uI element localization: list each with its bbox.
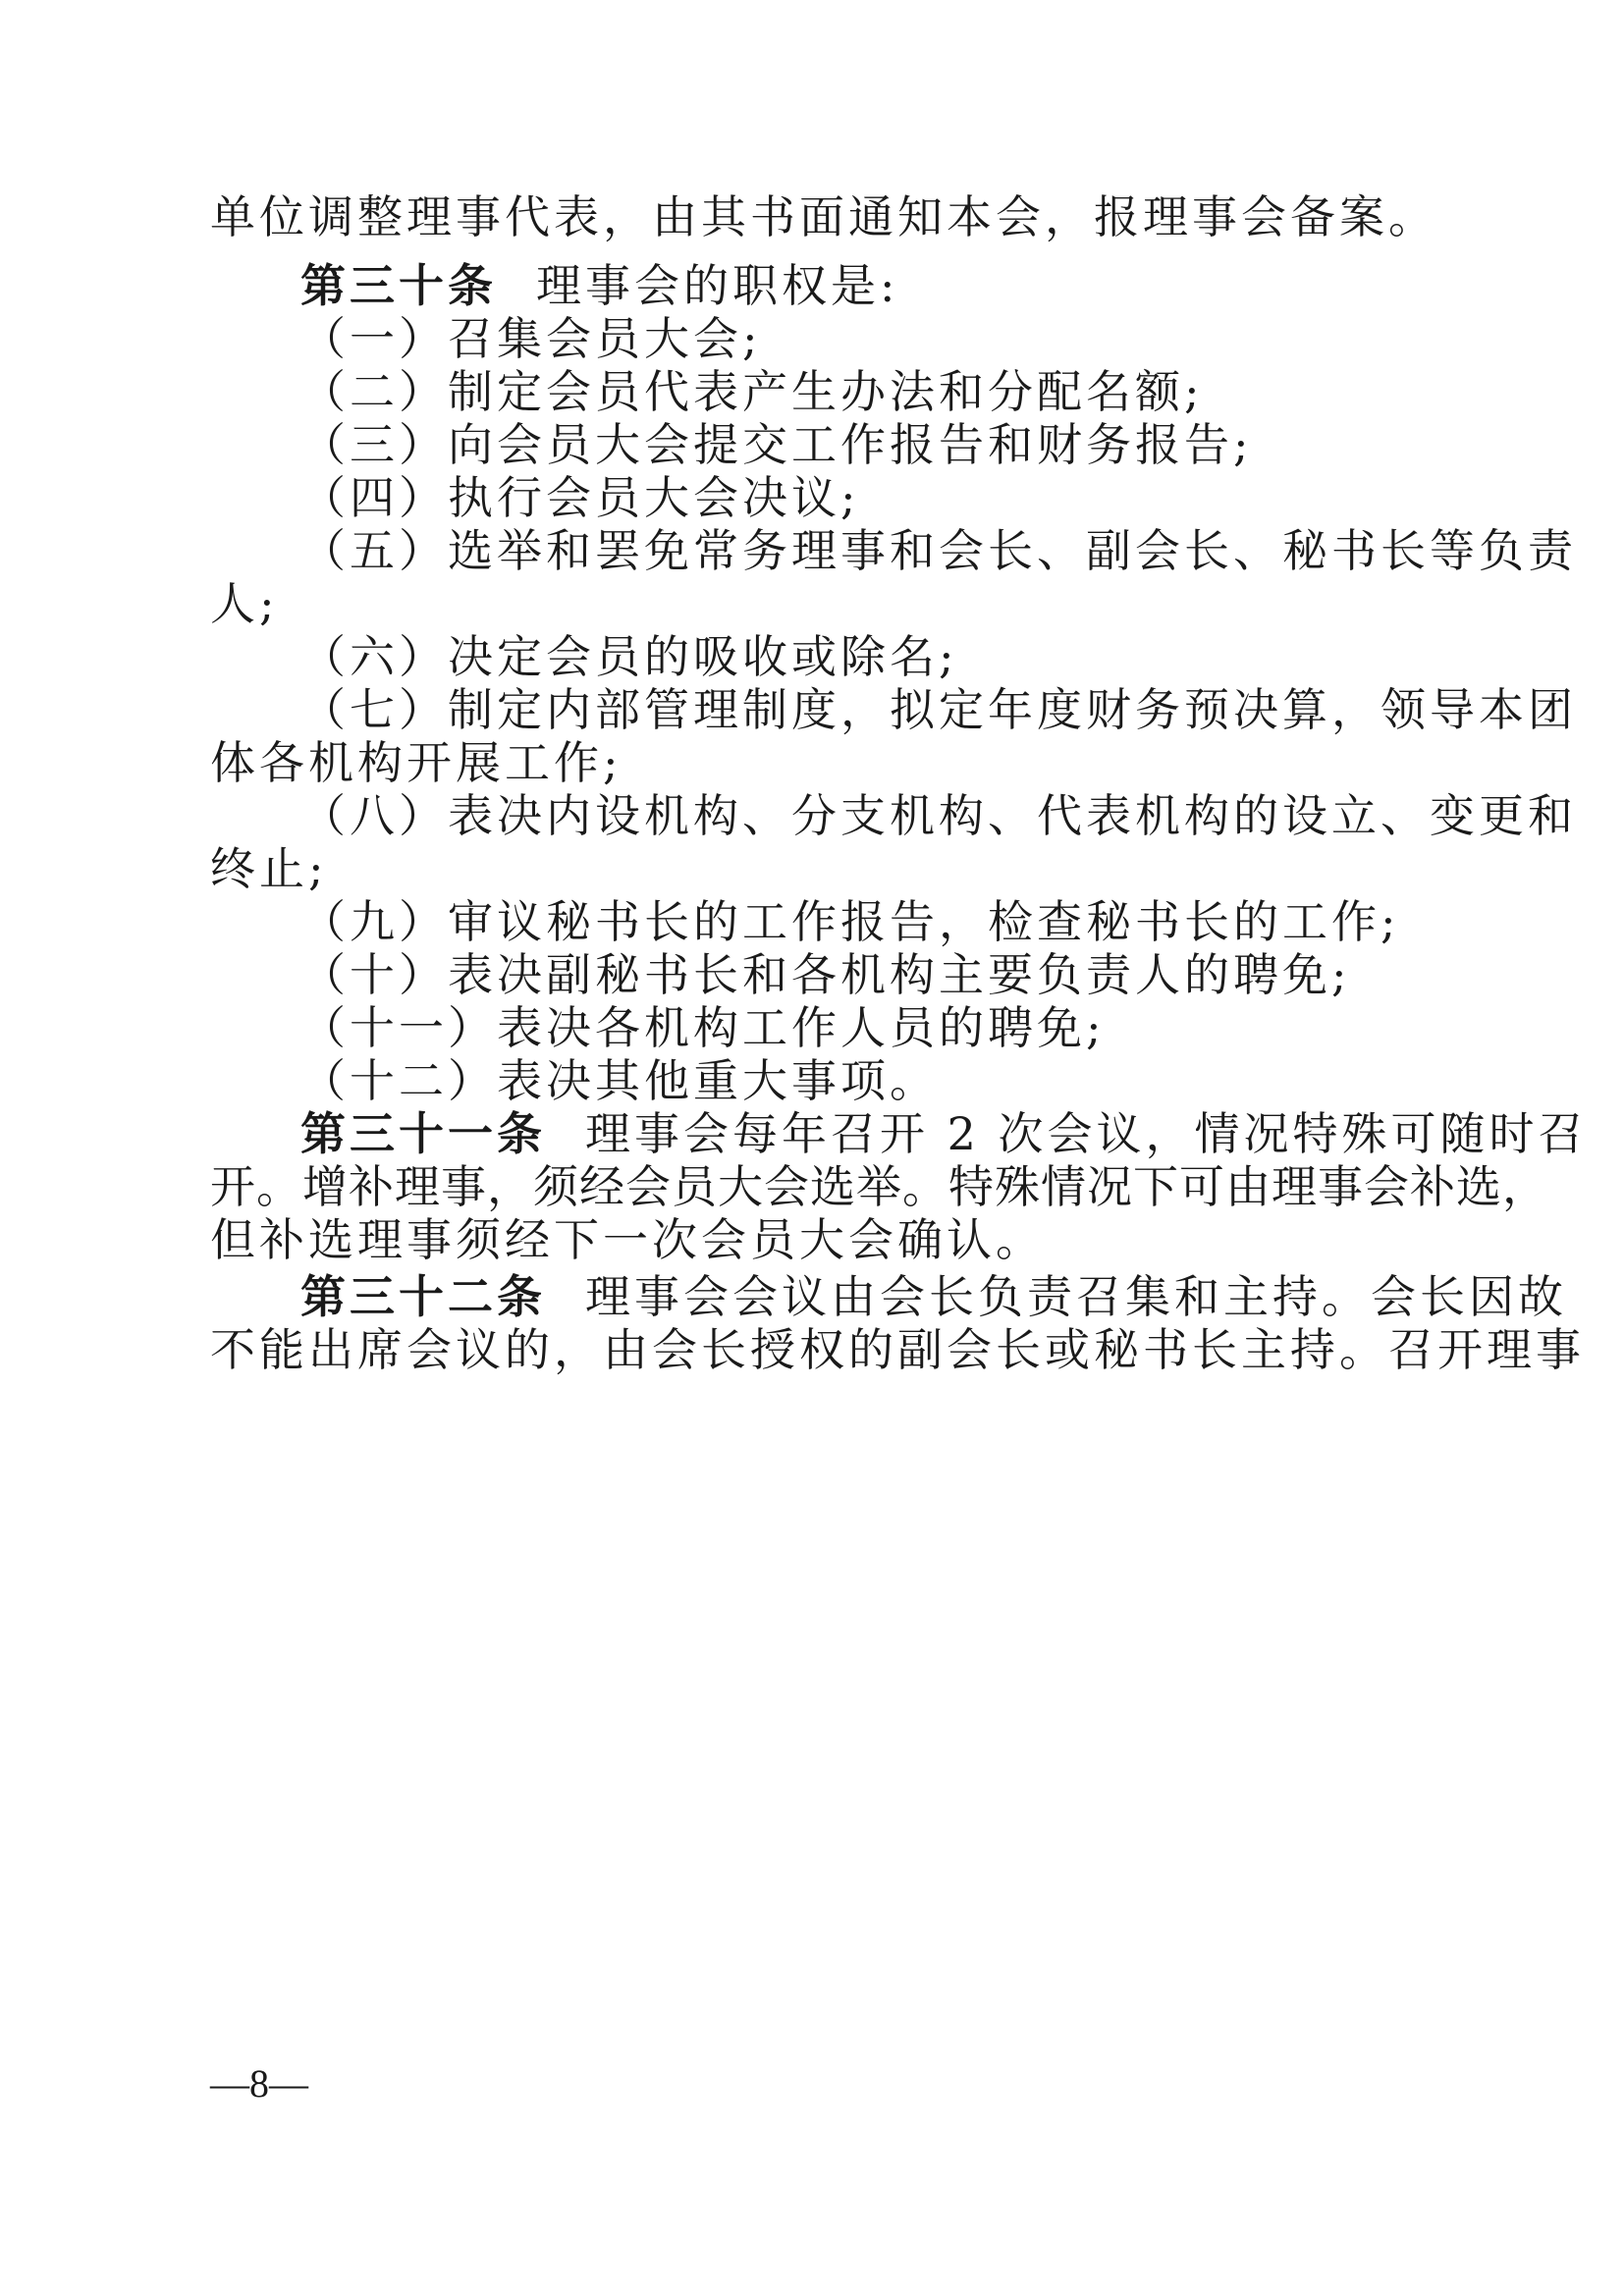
article-heading: 第三十二条 bbox=[300, 1270, 546, 1323]
list-item: （一）召集会员大会; bbox=[300, 312, 762, 365]
list-item: （八）表决内设机构、分支机构、代表机构的设立、变更和 bbox=[300, 789, 1577, 842]
list-item: （二）制定会员代表产生办法和分配名额; bbox=[300, 365, 1204, 418]
list-item: （七）制定内部管理制度，拟定年度财务预决算，领导本团 bbox=[300, 683, 1577, 736]
article-30 bbox=[300, 255, 1428, 316]
article-31 bbox=[300, 1103, 1588, 1164]
list-item: （九）审议秘书长的工作报告，检查秘书长的工作; bbox=[300, 895, 1400, 948]
article-heading: 第三十条 bbox=[300, 259, 497, 312]
text-line: 体各机构开展工作; bbox=[210, 736, 623, 789]
list-item: （十一）表决各机构工作人员的聘免; bbox=[300, 1001, 1106, 1054]
text-line: 终止; bbox=[210, 842, 328, 895]
text-line: 单位调整理事代表，由其书面通知本会，报理事会备案。 bbox=[210, 190, 1437, 243]
article-32 bbox=[300, 1266, 1567, 1327]
article-text: 理事会的职权是: bbox=[536, 259, 899, 312]
text-line: 不能出席会议的，由会长授权的副会长或秘书长主持。召开理事 bbox=[210, 1323, 1585, 1376]
text-line: 人; bbox=[210, 577, 279, 630]
page-number: —8— bbox=[210, 2061, 308, 2106]
list-item: （六）决定会员的吸收或除名; bbox=[300, 630, 958, 683]
list-item: （四）执行会员大会决议; bbox=[300, 471, 860, 524]
list-item: （十）表决副秘书长和各机构主要负责人的聘免; bbox=[300, 948, 1351, 1001]
list-item: （三）向会员大会提交工作报告和财务报告; bbox=[300, 418, 1253, 471]
article-text: 理事会会议由会长负责召集和主持。会长因故 bbox=[585, 1270, 1567, 1323]
text-line: 但补选理事须经下一次会员大会确认。 bbox=[210, 1213, 1045, 1266]
list-item: （十二）表决其他重大事项。 bbox=[300, 1054, 939, 1107]
list-item: （五）选举和罢免常务理事和会长、副会长、秘书长等负责 bbox=[300, 524, 1577, 577]
article-heading: 第三十一条 bbox=[300, 1107, 546, 1160]
article-text: 理事会每年召开 2 次会议，情况特殊可随时召 bbox=[585, 1107, 1588, 1160]
text-line: 开。增补理事，须经会员大会选举。特殊情况下可由理事会补选， bbox=[210, 1160, 1548, 1213]
